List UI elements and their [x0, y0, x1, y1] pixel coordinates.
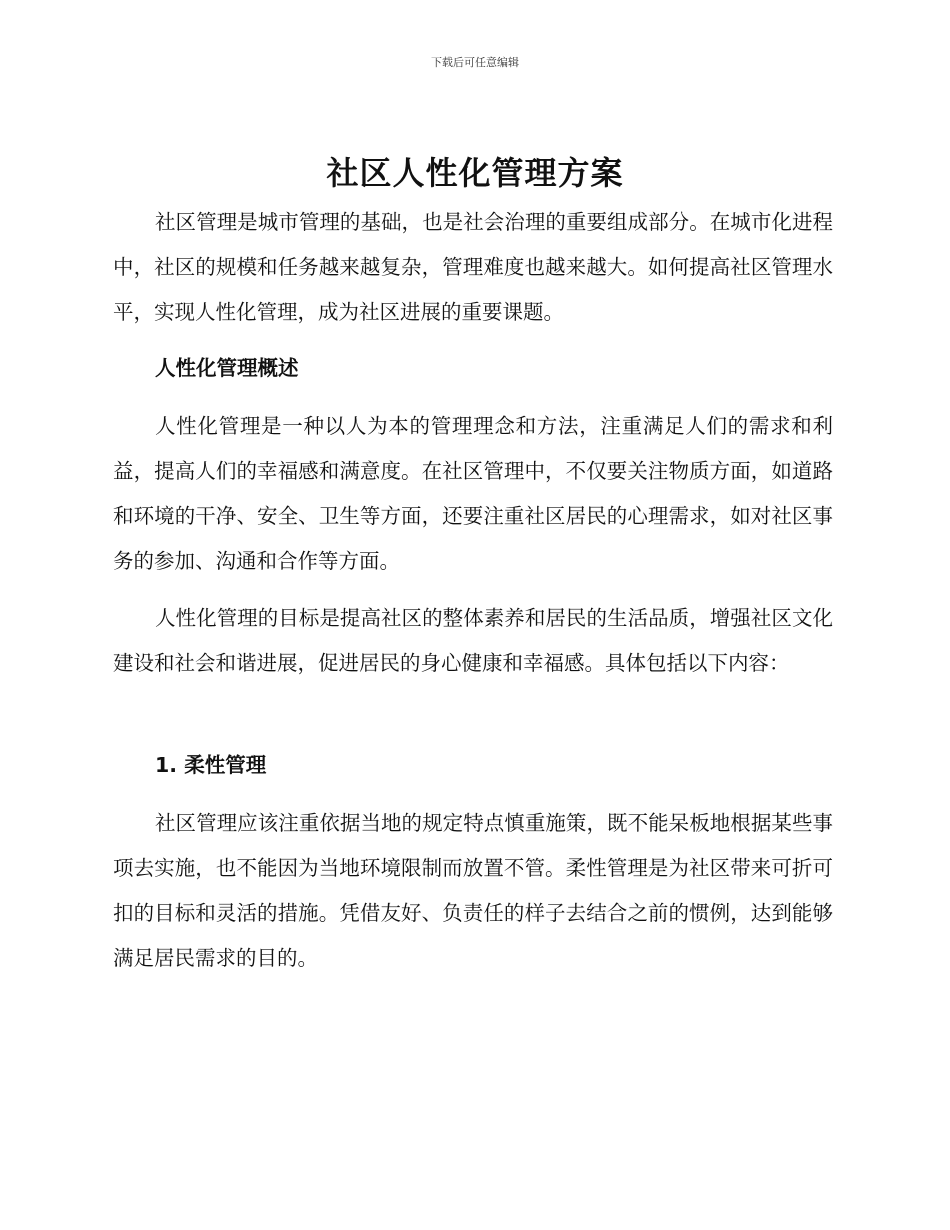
- header-note: 下载后可任意编辑: [431, 56, 519, 69]
- paragraph-intro: 社区管理是城市管理的基础，也是社会治理的重要组成部分。在城市化进程中，社区的规模和任务越来越复杂，管理难度也越来越大。如何提高社区管理水平，实现人性化管理，成为社区进展的重要课题。: [113, 210, 833, 324]
- paragraph-overview: 人性化管理是一种以人为本的管理理念和方法，注重满足人们的需求和利益，提高人们的幸福感和满意度。在社区管理中，不仅要关注物质方面，如道路和环境的干净、安全、卫生等方面，还要注重社区居民的心理需求，如对社区事务的参加、沟通和合作等方面。: [113, 414, 833, 573]
- section-heading-overview: 人性化管理概述: [155, 356, 299, 380]
- paragraph-goal: 人性化管理的目标是提高社区的整体素养和居民的生活品质，增强社区文化建设和社会和谐进展，促进居民的身心健康和幸福感。具体包括以下内容：: [113, 606, 833, 675]
- paragraph-flexible: 社区管理应该注重依据当地的规定特点慎重施策，既不能呆板地根据某些事项去实施，也不能因为当地环境限制而放置不管。柔性管理是为社区带来可折可扣的目标和灵活的措施。凭借友好、负责任的样子去结合之前的惯例，达到能够满足居民需求的目的。: [113, 811, 833, 970]
- document-title: 社区人性化管理方案: [326, 154, 624, 192]
- section-heading-flexible: 1. 柔性管理: [155, 753, 267, 777]
